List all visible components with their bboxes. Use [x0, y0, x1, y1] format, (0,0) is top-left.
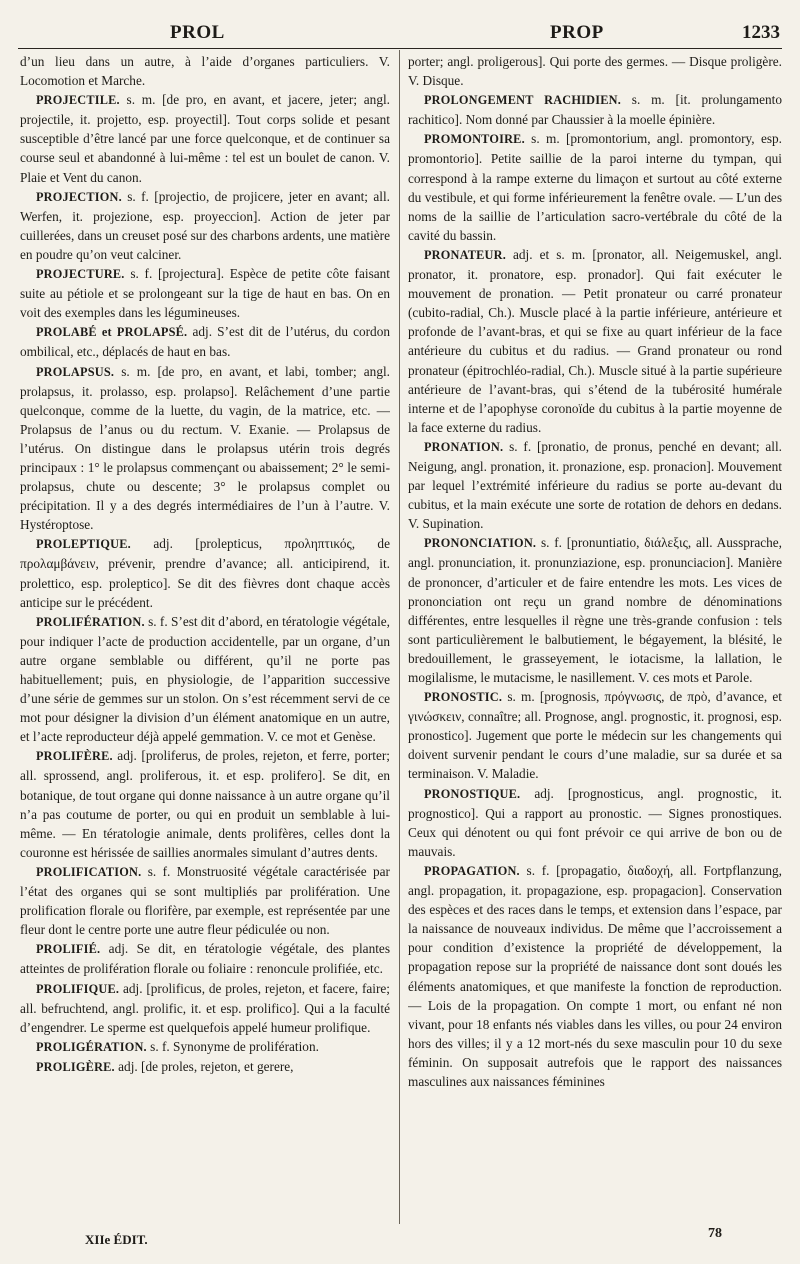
dictionary-entry	[408, 533, 782, 687]
dictionary-entry	[408, 861, 782, 1091]
entry-headword: PRONATION.	[423, 439, 504, 454]
dictionary-entry	[20, 187, 390, 264]
header-rule	[18, 48, 782, 49]
entry-headword: PROLIGÈRE.	[35, 1059, 115, 1074]
dictionary-entry	[20, 322, 390, 361]
entry-headword: PROJECTURE.	[35, 267, 125, 282]
entry-definition: adj. et s. m. [pronator, all. Neigemuskel, angl. pronator, it. pronatore, esp. pronador]. Qui fait exécuter le mouvement de pronation. — Petit pronateur ou carré pronateur (cubito-radial, Ch.). Muscle placé à la partie inférieure, antérieure et profonde de l’avant-bras, et qui se fixe au quart inférieur de la face antérieure du cubitus et du radius. — Grand pronateur ou rond pronateur (épitrochléo-radial, Ch.). Muscle situé à la partie supérieure antérieure de l’avant-bras, qui s’étend de la tubérosité humérale interne et de l’apophyse coronoïde du cubitus à la partie moyenne de la face externe du radius.	[408, 246, 782, 435]
entry-definition: adj. [prolificus, de proles, rejeton, et facere, faire; all. befruchtend, angl. prolific, it. et esp. prolifico]. Qui a la faculté d’engendrer. Le sperme est quelquefois appelé humeur prolifique.	[20, 980, 390, 1035]
running-head-left: PROL	[170, 22, 225, 43]
left-column	[20, 52, 390, 1214]
dictionary-entry	[408, 784, 782, 861]
dictionary-entry	[20, 362, 390, 535]
dictionary-entry	[408, 129, 782, 245]
dictionary-entry	[20, 1057, 390, 1077]
entry-definition: s. m. [de pro, en avant, et labi, tomber; angl. prolapsus, it. prolasso, esp. prolapso]. Relâchement d’une partie quelconque, comme de la luette, du vagin, de la matrice, etc. — Prolapsus de l’anus ou du rectum. V. Exanie. — Prolapsus de l’utérus. On distingue dans le prolapsus utérin trois degrés principaux : 1° le prolapsus commençant ou abaissement; 2° le semi-prolapsus, chute ou descente; 3° le prolapsus complet ou précipitation. Il y a des degrés intermédiaires de l’un à l’autre. V. Hystéroptose.	[20, 363, 390, 533]
entry-headword: PROPAGATION.	[423, 863, 520, 878]
dictionary-entry	[20, 612, 390, 747]
entry-headword: PRONATEUR.	[423, 247, 506, 262]
entry-definition: s. f. [pronuntiatio, διάλεξις, all. Aussprache, angl. pronunciation, it. pronunziazione, esp. pronunciacion]. Manière de prononcer, d’articuler et de faire entendre les mots. Les vices de prononciation ont reçu un grand nombre de dénominations différentes, entre lesquelles il règne une très-grande confusion : tels sont particulièrement le balbutiement, le bégayement, la blésité, le bredouillement, le grasseyement, le iotacisme, la lallation, le mogilalisme, le mutacisme, le nasillement. V. ces mots et Parole.	[408, 535, 782, 685]
dictionary-entry	[408, 90, 782, 129]
entry-definition: s. m. [promontorium, angl. promontory, esp. promontorio]. Petite saillie de la paroi interne du tympan, qui correspond à la rampe externe du limaçon et surtout au côté externe du vestibule, et qui forme inférieurement la fenêtre ovale. — L’un des noms de la saillie de l’articulation sacro-vertébrale du côté de la cavité du bassin.	[408, 131, 782, 243]
entry-headword: PROLONGEMENT RACHIDIEN.	[423, 93, 621, 108]
signature-mark: 78	[708, 1226, 722, 1241]
dictionary-entry	[20, 52, 390, 90]
entry-definition: s. m. [de pro, en avant, et jacere, jeter; angl. projectile, it. projetto, esp. proyectil]. Tout corps solide et pesant susceptible d’être lancé par une force quelconque, et de continuer sa course seul et abandonné à lui-même : tel est un boulet de canon. V. Plaie et Vent du canon.	[20, 92, 390, 185]
dictionary-entry	[20, 979, 390, 1037]
entry-definition: s. f. Monstruosité végétale caractérisée par l’état des organes qui se sont multipliés par prolifération. Une prolification florale ou florifère, par exemple, est représentée par une fleur dont le centre porte une autre fleur pédiculée ou non.	[20, 863, 390, 938]
entry-headword: PROLIGÉRATION.	[35, 1039, 147, 1054]
entry-definition: adj. S’est dit de l’utérus, du cordon ombilical, etc., déplacés de haut en bas.	[20, 324, 390, 360]
entry-headword: PROJECTION.	[35, 189, 122, 204]
dictionary-entry	[408, 437, 782, 533]
edition-mark: XIIe ÉDIT.	[85, 1232, 148, 1247]
dictionary-entry	[20, 862, 390, 939]
entry-headword: PROLIFIÉ.	[35, 942, 101, 957]
entry-definition: s. f. [projectio, de projicere, jeter en avant; all. Werfen, it. projezione, esp. proyeccion]. Action de jeter par cuillerées, dans un creuset posé sur des charbons ardents, une matière en poudre qu’on veut calciner.	[20, 188, 390, 262]
entry-headword: PROLIFÈRE.	[35, 749, 113, 764]
right-column	[408, 52, 782, 1214]
entry-headword: PRONOSTIQUE.	[423, 786, 521, 801]
entry-definition: d’un lieu dans un autre, à l’aide d’organes particuliers. V. Locomotion et Marche.	[20, 54, 390, 89]
dictionary-entry	[408, 52, 782, 90]
dictionary-entry	[20, 746, 390, 862]
entry-definition: adj. [de proles, rejeton, et gerere,	[114, 1058, 294, 1074]
dictionary-entry	[408, 245, 782, 437]
entry-definition: adj. [proliferus, de proles, rejeton, et ferre, porter; all. sprossend, angl. proliferous, it. et esp. prolifero]. Se dit, en botanique, de tout organe qui donne naissance à un autre organe qu’il n’a pas coutume de porter, ou qui en produit un semblable à lui-même. — En tératologie animale, dents prolifères, celles dont la couronne est hérissée de saillies anormales simulant d’autres dents.	[20, 748, 390, 860]
entry-headword: PROLABÉ et PROLAPSÉ.	[35, 325, 188, 340]
entry-definition: s. f. [propagatio, διαδοχή, all. Fortpflanzung, angl. propagation, it. propagazione, esp. propagacion]. Conservation des espèces et des races dans le temps, et extension dans l’espace, par la naissance de nouveaux individus. De même que l’accroissement a pour condition d’existence la propriété de développement, la propagation repose sur la propriété de naissance dont sont doués les éléments anatomiques, et que manifeste la fonction de reproduction. — Lois de la propagation. On compte 1 mort, ou enfant né non vivant, pour 18 enfants nés viables dans les villes, ou pour 24 environ hors des villes; il y a 12 mort-nés du sexe masculin pour 10 du sexe féminin. On supposait autrefois que le rapport des naissances masculines aux naissances féminines	[408, 862, 782, 1089]
entry-definition: s. f. S’est dit d’abord, en tératologie végétale, pour indiquer l’acte de production accidentelle, par un organe, d’un autre organe semblable ou différent, qu’il ne porte pas habituellement; puis, en physiologie, de l’apparition successive d’une série de gemmes sur un stolon. On s’est récemment servi de ce mot pour désigner la division d’un élément anatomique en un autre, et l’acte reproducteur déjà appelé gemmation. V. ce mot et Genèse.	[20, 613, 390, 745]
dictionary-entry	[408, 687, 782, 783]
entry-definition: s. m. [prognosis, πρόγνωσις, de πρὸ, d’avance, et γινώσκειν, connaître; all. Prognose, angl. prognostic, it. prognosi, esp. pronostico]. Jugement que porte le médecin sur les changements qui doivent survenir pendant le cours d’une maladie, sur sa durée et sa terminaison. V. Maladie.	[408, 689, 782, 782]
entry-definition: s. f. [projectura]. Espèce de petite côte faisant suite au pétiole et se prolongeant sur la tige de haut en bas. On en voit des exemples dans les légumineuses.	[20, 266, 390, 321]
dictionary-entry	[20, 264, 390, 322]
entry-headword: PRONOSTIC.	[423, 690, 503, 705]
entry-headword: PROLAPSUS.	[35, 364, 115, 379]
entry-headword: PRONONCIATION.	[423, 536, 537, 551]
entry-headword: PROJECTILE.	[35, 93, 120, 108]
entry-headword: PROLIFÉRATION.	[35, 614, 145, 629]
column-divider	[399, 50, 400, 1224]
entry-definition: s. m. [it. prolungamento rachitico]. Nom donné par Chaussier à la moelle épinière.	[408, 92, 782, 128]
dictionary-entry	[20, 939, 390, 978]
entry-definition: porter; angl. proligerous]. Qui porte des germes. — Disque proligère. V. Disque.	[408, 54, 782, 89]
page-number: 1233	[742, 22, 780, 43]
entry-headword: PROMONTOIRE.	[423, 132, 525, 147]
running-head-right: PROP	[550, 22, 604, 43]
entry-definition: adj. [prolepticus, προληπτικός, de προλαμβάνειν, prévenir, prendre d’avance; all. anticipirend, it. prolettico, esp. proleptico]. Se dit des fièvres dont chaque accès anticipe sur le précédent.	[20, 536, 390, 610]
entry-headword: PROLIFICATION.	[35, 864, 142, 879]
entry-definition: s. f. Synonyme de prolifération.	[146, 1038, 319, 1054]
entry-definition: adj. Se dit, en tératologie végétale, des plantes atteintes de prolifération florale ou foliaire : renoncule prolifiée, etc.	[20, 941, 390, 977]
entry-headword: PROLEPTIQUE.	[35, 537, 131, 552]
entry-definition: s. f. [pronatio, de pronus, penché en devant; all. Neigung, angl. pronation, it. pronazione, esp. pronacion]. Mouvement par lequel l’extrémité inférieure du radius se porte au-devant du cubitus, et la main exécute une sorte de rotation de dehors en dedans. V. Supination.	[408, 438, 782, 532]
dictionary-entry	[20, 534, 390, 611]
dictionary-entry	[20, 1037, 390, 1057]
entry-definition: adj. [prognosticus, angl. prognostic, it. prognostico]. Qui a rapport au pronostic. — Signes pronostiques. Ceux qui dénotent ou qui font prévoir ce qui arrive de bon ou de mauvais.	[408, 785, 782, 859]
entry-headword: PROLIFIQUE.	[35, 981, 120, 996]
dictionary-entry	[20, 90, 390, 186]
